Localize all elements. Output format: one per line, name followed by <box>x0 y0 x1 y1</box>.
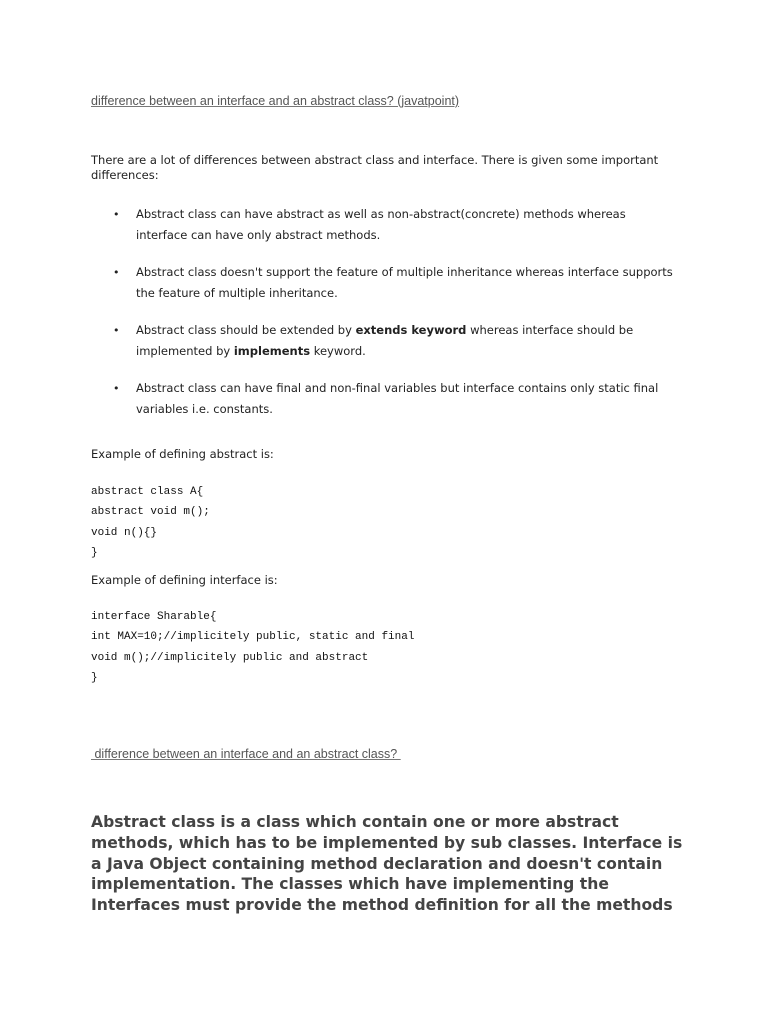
bullet-icon: • <box>113 324 120 337</box>
list-item-text: Abstract class can have final and non-final variables but interface contains only static final variables i.e. constants. <box>136 381 659 416</box>
bullet-icon: • <box>113 208 120 221</box>
code-line: } <box>91 671 98 684</box>
code-line: } <box>91 546 98 559</box>
list-item-text: Abstract class can have abstract as well as non-abstract(concrete) methods whereas interface can have only abstract methods. <box>136 207 626 242</box>
bold-keyword-extends: extends keyword <box>355 323 467 337</box>
list-item-text <box>136 320 676 362</box>
code-line: interface Sharable{ <box>91 611 217 623</box>
example-abstract-label: Example of defining abstract is: <box>91 447 274 461</box>
text-segment: Abstract class should be extended by <box>136 323 356 337</box>
code-line: abstract class A{ <box>91 486 204 498</box>
intro-paragraph: There are a lot of differences between abstract class and interface. There is given some important differences: <box>91 153 659 182</box>
list-item-text: Abstract class doesn't support the feature of multiple inheritance whereas interface supports the feature of multiple inheritance. <box>136 265 673 300</box>
bullet-icon: • <box>113 382 120 395</box>
code-line: int MAX=10;//implicitely public, static and final <box>91 631 415 644</box>
section-heading-difference: difference between an interface and an abstract class? <box>91 747 401 761</box>
example-interface-label: Example of defining interface is: <box>91 573 278 587</box>
bullet-icon: • <box>113 266 120 279</box>
section-heading-javatpoint: difference between an interface and an abstract class? (javatpoint) <box>91 94 460 108</box>
code-block-interface <box>91 607 414 688</box>
code-line: abstract void m(); <box>91 506 210 519</box>
bold-keyword-implements: implements <box>233 344 311 358</box>
body-paragraph: Abstract class is a class which contain one or more abstract methods, which has to be implemented by sub classes. Interface is a Java Object containing method declaration and doesn't contain implementation. The classes which have implementing the Interfaces must provide the method definition for all the methods <box>91 813 683 915</box>
code-block-abstract <box>91 482 210 563</box>
code-line: void n(){} <box>91 526 158 539</box>
code-line: void m();//implicitely public and abstract <box>91 651 369 664</box>
text-segment: keyword. <box>310 344 366 358</box>
text-segment: whereas interface should be implemented by <box>136 323 634 358</box>
